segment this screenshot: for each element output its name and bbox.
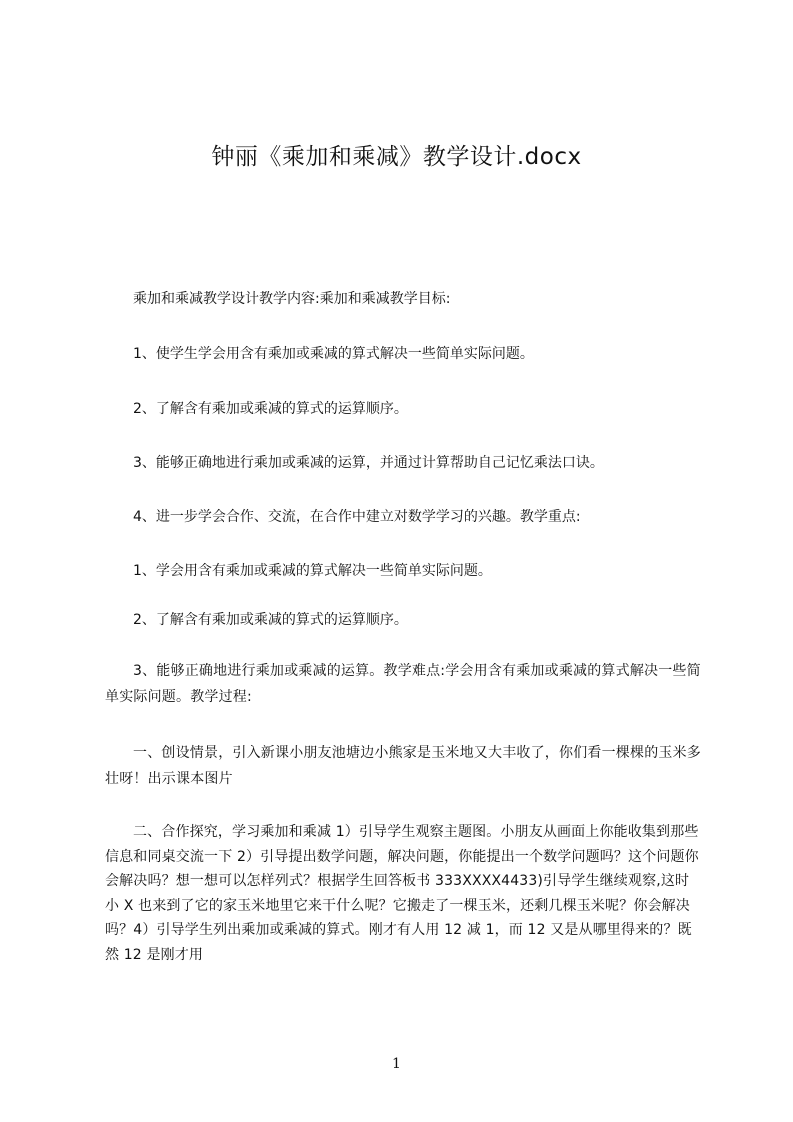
paragraph-5: 4、进一步学会合作、交流，在合作中建立对数学学习的兴趣。教学重点:	[133, 509, 581, 525]
paragraph-4: 3、能够正确地进行乘加或乘减的运算，并通过计算帮助自己记忆乘法口诀。	[133, 455, 604, 471]
paragraph-1: 乘加和乘减教学设计教学内容:乘加和乘减教学目标:	[133, 291, 451, 307]
paragraph-9: 一、创设情景，引入新课小朋友池塘边小熊家是玉米地又大丰收了，你们看一棵棵的玉米多壮呀！出示课本图片	[105, 745, 701, 787]
page-number: 1	[392, 1056, 401, 1072]
paragraph-2: 1、使学生学会用含有乘加或乘减的算式解决一些简单实际问题。	[133, 346, 534, 362]
paragraph-8: 3、能够正确地进行乘加或乘减的运算。教学难点:学会用含有乘加或乘减的算式解决一些简单实际问题。教学过程:	[105, 663, 701, 705]
paragraph-10: 二、合作探究，学习乘加和乘减 1）引导学生观察主题图。小朋友从画面上你能收集到那些信息和同桌交流一下 2）引导提出数学问题，解决问题，你能提出一个数学问题吗？这个问题你会解决吗？想一想可以怎样列式？根据学生回答板书 333XXXX4433)引导学生继续观察,这时小 X 也来到了它的家玉米地里它来干什么呢？它搬走了一棵玉米，还剩几棵玉米呢？你会解决吗？4）引导学生列出乘加或乘减的算式。刚才有人用 12 减 1，而 12 又是从哪里得来的？既然 12 是刚才用	[105, 824, 699, 963]
paragraph-6: 1、学会用含有乘加或乘减的算式解决一些简单实际问题。	[133, 563, 492, 579]
paragraph-3: 2、了解含有乘加或乘减的算式的运算顺序。	[133, 401, 408, 417]
document-title: 钟丽《乘加和乘减》教学设计.docx	[211, 144, 582, 170]
paragraph-7: 2、了解含有乘加或乘减的算式的运算顺序。	[133, 612, 408, 628]
